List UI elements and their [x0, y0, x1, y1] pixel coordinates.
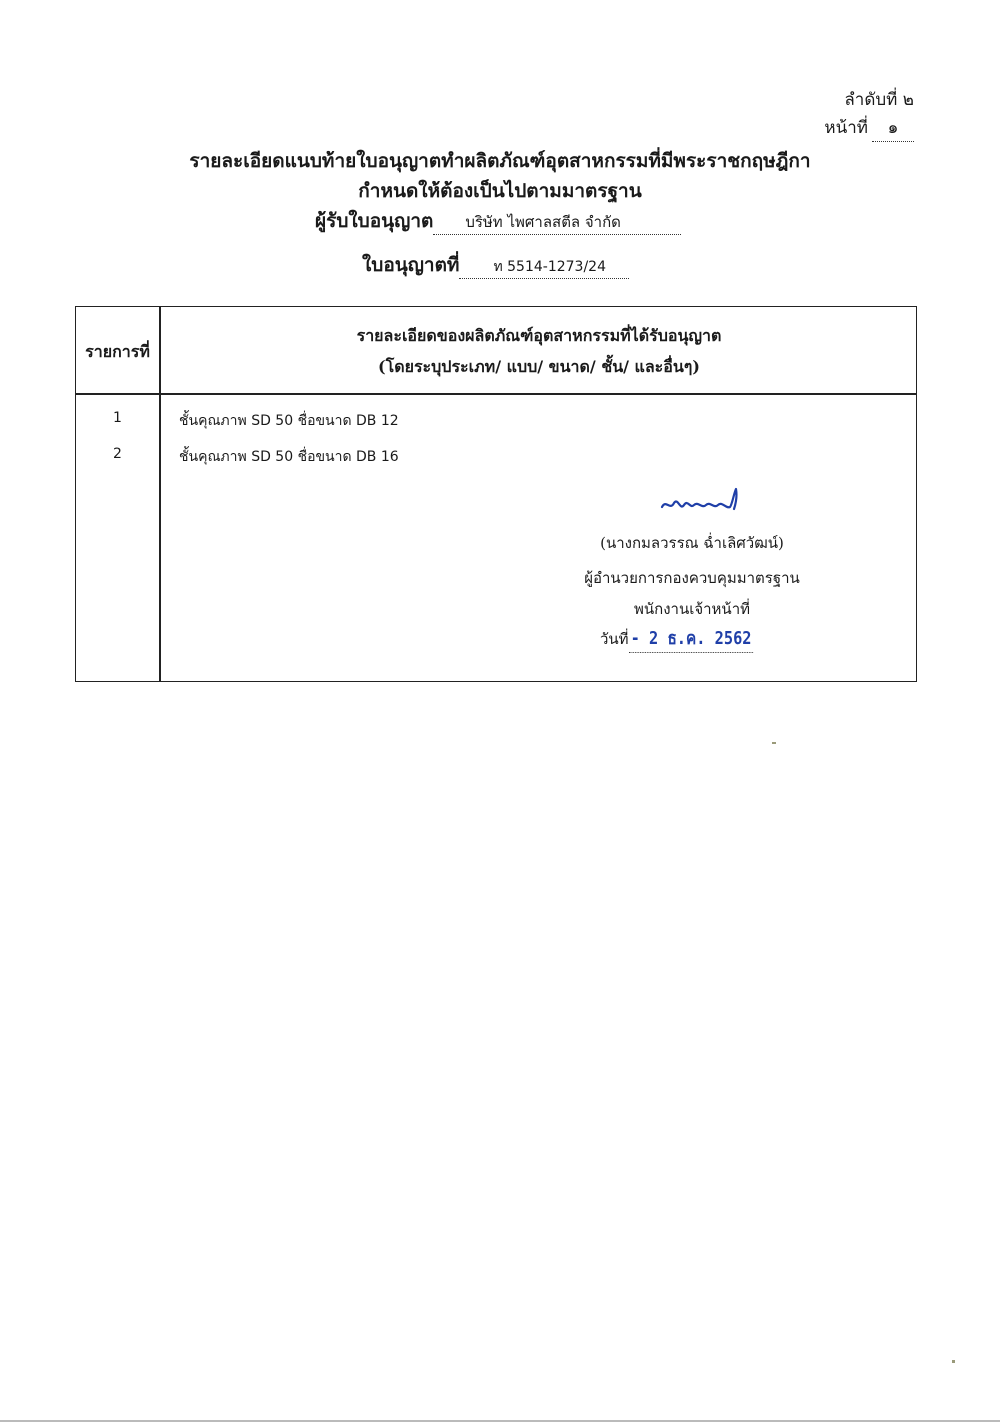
- document-title-line2: กำหนดให้ต้องเป็นไปตามมาตรฐาน: [358, 180, 642, 202]
- licensee-value: บริษัท ไพศาลสตีล จำกัด: [433, 210, 681, 235]
- scan-speck: [772, 742, 776, 744]
- scan-speck: [952, 1360, 955, 1363]
- signatory-position: ผู้อำนวยการกองควบคุมมาตรฐาน: [584, 569, 800, 587]
- page-number: [824, 114, 914, 142]
- license-number-row: [362, 250, 629, 280]
- document-title-line1: รายละเอียดแนบท้ายใบอนุญาตทำผลิตภัณฑ์อุตสาหกรรมที่มีพระราชกฤษฎีกา: [189, 150, 811, 172]
- column-header-item: รายการที่: [85, 342, 150, 361]
- signatory-role: พนักงานเจ้าหน้าที่: [633, 600, 750, 618]
- signatory-name: (นางกมลวรรณ ฉ่ำเลิศวัฒน์): [600, 534, 784, 552]
- page-value: ๑: [872, 114, 914, 142]
- order-number: ลำดับที่ ๒: [844, 90, 914, 110]
- scan-edge-line: [0, 1420, 1000, 1422]
- table-row-number: 2: [113, 446, 122, 462]
- licensee-row: [315, 206, 681, 236]
- licensee-label: ผู้รับใบอนุญาต: [315, 210, 434, 232]
- date-value: - 2 ธ.ค. 2562: [629, 623, 753, 653]
- page-label: หน้าที่: [824, 118, 868, 138]
- signature-date-row: [600, 623, 775, 653]
- table-row-number: 1: [113, 410, 122, 426]
- handwritten-signature: [660, 483, 750, 523]
- product-detail-table: [75, 306, 917, 682]
- header-divider: [76, 393, 916, 395]
- date-label: วันที่: [600, 630, 629, 648]
- license-number-value: ท 5514-1273/24: [459, 256, 629, 279]
- column-header-detail-note: (โดยระบุประเภท/ แบบ/ ขนาด/ ชั้น/ และอื่นๆ): [378, 357, 700, 376]
- column-header-detail: รายละเอียดของผลิตภัณฑ์อุตสาหกรรมที่ได้รับอนุญาต: [356, 326, 722, 345]
- table-row-description: ชั้นคุณภาพ SD 50 ชื่อขนาด DB 12: [179, 413, 399, 429]
- table-row-description: ชั้นคุณภาพ SD 50 ชื่อขนาด DB 16: [179, 449, 399, 465]
- license-number-label: ใบอนุญาตที่: [362, 254, 460, 276]
